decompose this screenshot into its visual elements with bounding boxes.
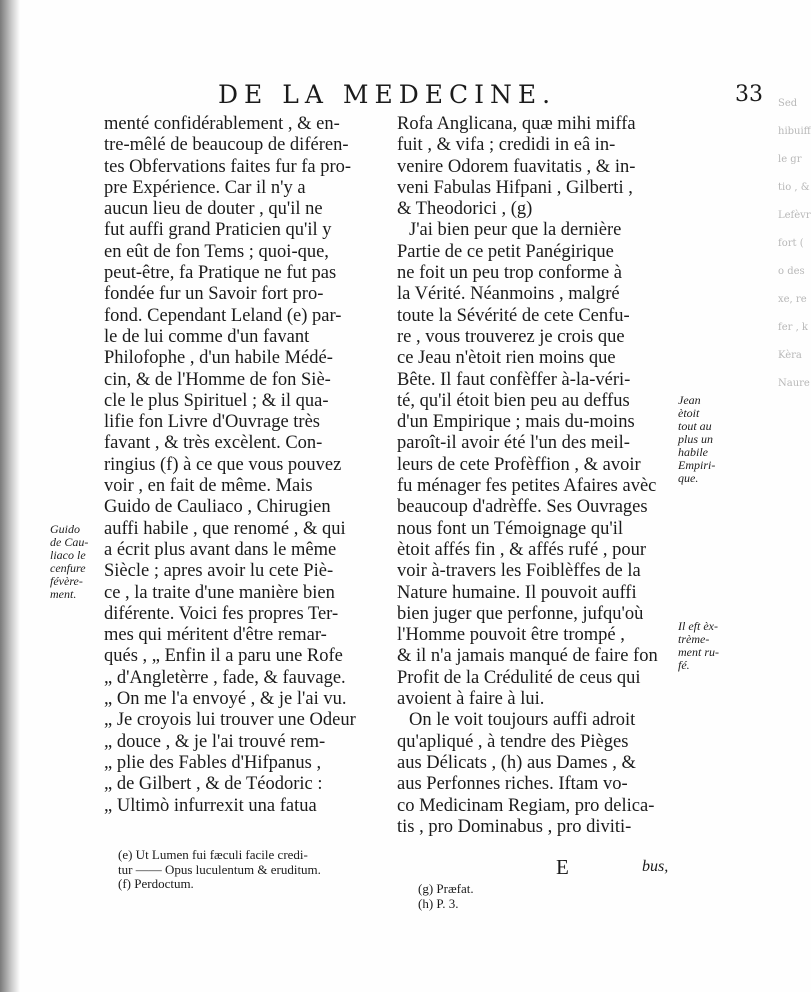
- margin-left-line: Guido: [50, 522, 80, 536]
- left-column-line: fondée fur un Savoir fort pro-: [104, 284, 324, 305]
- right-column-line: leurs de cete Profèffion , & avoir: [397, 454, 641, 475]
- left-column-line: „ plie des Fables d'Hifpanus ,: [104, 752, 322, 773]
- left-column-line: cle le plus Spirituel ; & il qua-: [104, 390, 329, 411]
- bleed-line: fort (: [778, 238, 804, 249]
- bleed-line: xe, re: [778, 294, 807, 305]
- left-column-line: qués , „ Enfin il a paru une Rofe: [104, 646, 343, 667]
- right-column-line: ètoit affés fin , & affés rufé , pour: [397, 539, 646, 560]
- footnotes-left-line: (e) Ut Lumen fui fæculi facile credi-: [118, 847, 308, 862]
- margin-right-2-line: fé.: [678, 658, 690, 672]
- right-column-line: aus Perfonnes riches. Iftam vo-: [397, 774, 628, 795]
- right-column-line: Partie de ce petit Panégirique: [397, 241, 614, 262]
- right-column-line: venire Odorem fuavitatis , & in-: [397, 156, 636, 177]
- bleed-line: hibuiff: [778, 126, 811, 137]
- bleed-line: Lefèvr: [778, 210, 811, 221]
- right-column-line: On le voit toujours auffi adroit: [409, 710, 636, 731]
- left-text-column: [104, 114, 372, 817]
- right-column-line: té, qu'il étoit bien peu au deffus: [397, 390, 630, 411]
- left-column-line: favant , & très excèlent. Con-: [104, 433, 323, 454]
- margin-right-1-line: tout au: [678, 419, 712, 433]
- bleed-line: le gr: [778, 154, 802, 165]
- right-column-line: re , vous trouverez je crois que: [397, 326, 625, 347]
- left-column-line: Siècle ; apres avoir lu cete Piè-: [104, 561, 334, 582]
- right-column-line: fuit , & vifa ; credidi in eâ in-: [397, 135, 616, 156]
- right-column-line: paroît-il avoir été l'un des meil-: [397, 433, 630, 454]
- right-column-line: qu'apliqué , à tendre des Pièges: [397, 731, 629, 752]
- running-title: DE LA MEDECINE.: [218, 80, 557, 109]
- right-column-line: avoient à faire à lui.: [397, 689, 545, 710]
- right-column-line: beaucoup d'adrèffe. Ses Ouvrages: [397, 497, 648, 518]
- left-column-line: ce , la traite d'une manière bien: [104, 582, 335, 603]
- right-column-line: toute la Sévérité de cete Cenfu-: [397, 305, 630, 326]
- right-column-line: J'ai bien peur que la dernière: [409, 220, 622, 241]
- margin-left-line: liaco le: [50, 548, 86, 562]
- right-column-line: ce Jeau n'ètoit rien moins que: [397, 348, 616, 369]
- left-column-line: „ On me l'a envoyé , & je l'ai vu.: [104, 689, 347, 710]
- left-column-line: en eût de fon Tems ; quoi-que,: [104, 241, 329, 262]
- right-column-line: aus Délicats , (h) aus Dames , &: [397, 752, 636, 773]
- right-column-line: co Medicinam Regiam, pro delica-: [397, 795, 655, 816]
- margin-left-line: ment.: [50, 587, 77, 601]
- footnotes-left-line: tur —— Opus luculentum & eruditum.: [118, 861, 321, 877]
- left-margin-note: [50, 523, 88, 601]
- bleed-line: tio , &: [778, 182, 810, 193]
- left-column-line: pre Expérience. Car il n'y a: [104, 177, 306, 198]
- bleed-line: Sed: [778, 98, 798, 109]
- right-margin-note-2: [678, 620, 719, 672]
- bleed-line: o des: [778, 266, 805, 277]
- margin-right-1-line: plus un: [678, 432, 714, 446]
- right-column-line: nous font un Témoignage qu'il: [397, 518, 623, 539]
- bleed-line: Kèra: [778, 350, 802, 361]
- right-column-line: la Vérité. Néanmoins , malgré: [397, 284, 620, 305]
- right-column-line: ne foit un peu trop conforme à: [397, 263, 623, 284]
- signature-mark: E: [556, 855, 569, 879]
- left-column-line: „ Ultimò infurrexit una fatua: [104, 795, 317, 816]
- facing-page-bleed: [778, 90, 811, 650]
- right-text-column: [397, 114, 673, 838]
- margin-right-1-line: ètoit: [678, 406, 700, 420]
- left-column-line: aucun lieu de douter , qu'il ne: [104, 199, 323, 220]
- right-column-line: & il n'a jamais manqué de faire fon: [397, 646, 658, 667]
- left-column-line: diférente. Voici fes propres Ter-: [104, 603, 339, 624]
- right-column-line: bien juger que perfonne, jufqu'où: [397, 603, 644, 624]
- right-column-line: voir à-travers les Foiblèffes de la: [397, 561, 641, 582]
- footnotes-right: [418, 882, 474, 911]
- margin-left-line: de Cau-: [50, 535, 89, 549]
- left-column-line: peut-être, fa Pratique ne fut pas: [104, 263, 337, 284]
- right-column-line: Rofa Anglicana, quæ mihi miffa: [397, 114, 636, 134]
- left-column-line: cin, & de l'Homme de fon Siè-: [104, 369, 331, 390]
- margin-right-1-line: habile: [678, 445, 708, 459]
- margin-right-2-line: trème-: [678, 632, 710, 646]
- margin-left-line: cenfure: [50, 561, 86, 575]
- left-column-line: mes qui méritent d'être remar-: [104, 625, 327, 646]
- right-column-line: Bête. Il faut confèffer à-la-véri-: [397, 369, 631, 390]
- right-column-line: Profit de la Crédulité de ceus qui: [397, 667, 641, 688]
- left-column-line: voir , en fait de même. Mais: [104, 476, 313, 497]
- left-column-line: Philofophe , d'un habile Médé-: [104, 348, 333, 369]
- left-column-line: „ de Gilbert , & de Téodoric :: [104, 774, 323, 795]
- footnotes-left: [118, 848, 321, 892]
- margin-right-2-line: ment ru-: [678, 645, 719, 659]
- margin-right-2-line: Il eft èx-: [678, 619, 718, 633]
- margin-right-1-line: que.: [678, 471, 699, 485]
- catchword: bus,: [642, 858, 669, 875]
- left-column-line: menté confidérablement , & en-: [104, 114, 340, 134]
- left-column-line: a écrit plus avant dans le même: [104, 539, 337, 560]
- footnotes-right-line: (h) P. 3.: [418, 895, 459, 911]
- left-column-line: Guido de Cauliaco , Chirugien: [104, 497, 331, 518]
- margin-right-1-line: Empiri-: [678, 458, 716, 472]
- margin-right-1-line: Jean: [678, 393, 701, 407]
- page-number: 33: [735, 82, 763, 107]
- right-column-line: tis , pro Dominabus , pro diviti-: [397, 816, 632, 837]
- left-column-line: le de lui comme d'un favant: [104, 326, 310, 347]
- left-column-line: „ d'Angletèrre , fade, & fauvage.: [104, 667, 346, 688]
- footnotes-left-line: (f) Perdoctum.: [118, 876, 194, 892]
- left-column-line: fut auffi grand Praticien qu'il y: [104, 220, 332, 241]
- bleed-line: Naure: [778, 378, 810, 389]
- left-column-line: tre-mêlé de beaucoup de diféren-: [104, 135, 349, 156]
- right-margin-note-1: [678, 394, 715, 485]
- bleed-line: fer , k: [778, 322, 808, 333]
- footnotes-right-line: (g) Præfat.: [418, 881, 474, 896]
- left-column-line: „ Je croyois lui trouver une Odeur: [104, 710, 356, 731]
- left-column-line: lifie fon Livre d'Ouvrage très: [104, 412, 321, 433]
- left-column-line: „ douce , & je l'ai trouvé rem-: [104, 731, 326, 752]
- left-column-line: fond. Cependant Leland (e) par-: [104, 305, 342, 326]
- margin-left-line: févère-: [50, 574, 83, 588]
- right-column-line: Nature humaine. Il pouvoit auffi: [397, 582, 637, 603]
- right-column-line: d'un Empirique ; mais du-moins: [397, 412, 635, 433]
- left-column-line: tes Obfervations faites fur fa pro-: [104, 156, 352, 177]
- page-gutter-shadow: [0, 0, 20, 992]
- left-column-line: auffi habile , que renomé , & qui: [104, 518, 346, 539]
- right-column-line: fu ménager fes petites Afaires avèc: [397, 476, 657, 497]
- right-column-line: & Theodorici , (g): [397, 199, 533, 220]
- right-column-line: l'Homme pouvoit être trompé ,: [397, 625, 625, 646]
- left-column-line: ringius (f) à ce que vous pouvez: [104, 454, 342, 475]
- right-column-line: veni Fabulas Hifpani , Gilberti ,: [397, 177, 633, 198]
